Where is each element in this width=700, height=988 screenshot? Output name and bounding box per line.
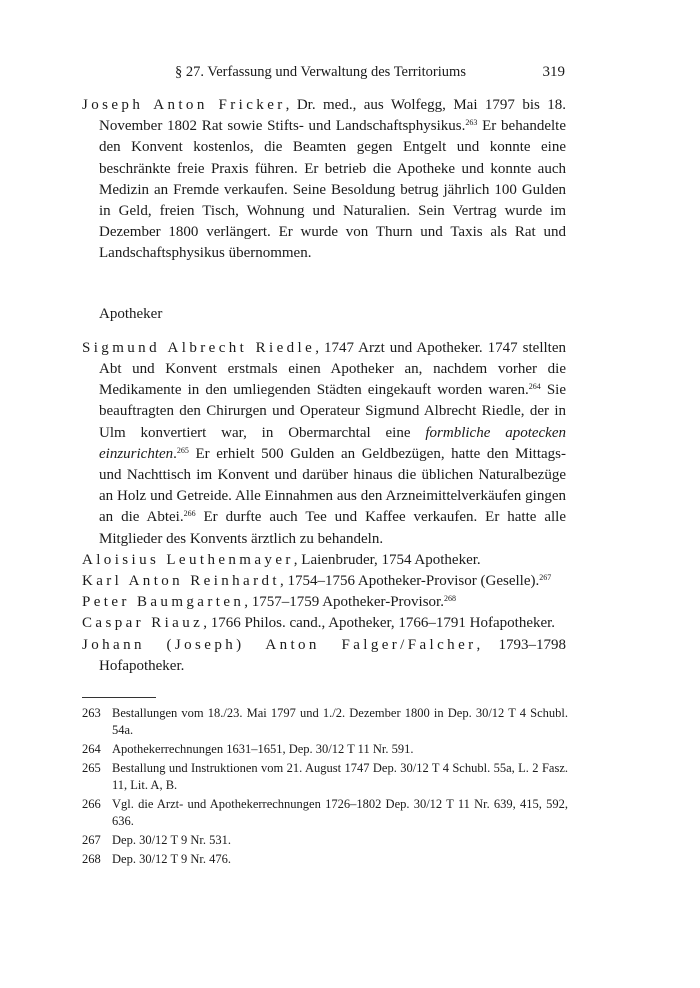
footnote-rule (82, 697, 156, 698)
entry-text: , 1754–1756 Apotheker-Provisor (Geselle). (279, 573, 540, 590)
person-name: Caspar Riauz (82, 615, 204, 632)
entry-text: , 1766 Philos. cand., Apotheker, 1766–1791 Hofapotheker. (203, 615, 556, 632)
main-text (82, 95, 566, 677)
person-name: Peter Baumgarten (82, 594, 245, 611)
footnote (82, 796, 568, 830)
footnote-number: 264 (82, 742, 101, 756)
entry-text: Er erhielt 500 Gulden an Geldbezügen, hatte den Mittags- und Nachttisch im Konvent und darüber hinaus die üblichen Naturalbezüge an Holz und Getreide. Alle Einnahmen aus den Arzneimittelverkäufen gingen an die Abtei. (99, 445, 566, 526)
section-heading: Apotheker (99, 305, 163, 322)
entry-fricker (82, 95, 566, 265)
footnote-ref: 267 (539, 573, 552, 583)
entry-text: , 1793–1798 Hofapotheker. (99, 636, 567, 674)
entry-text: , Dr. med., aus Wolfegg, Mai 1797 bis 18. November 1802 Rat sowie Stifts- und Landschaftsphysikus. (99, 97, 566, 135)
footnote (82, 741, 568, 758)
person-name: Sigmund Albrecht Riedle (82, 339, 316, 356)
entry-baumgarten (82, 592, 566, 613)
footnote-text: Apothekerrechnungen 1631–1651, Dep. 30/12 T 11 Nr. 591. (112, 742, 414, 756)
person-name: Aloisius Leuthenmayer (82, 551, 294, 568)
person-name: Karl Anton Reinhardt (82, 573, 280, 590)
entry-text: Sie beauftragten den Chirurgen und Operateur Sigmund Albrecht Riedle, der in Ulm konvertiert war, in Obermarchtal eine (99, 382, 566, 441)
footnote-number: 267 (82, 833, 101, 847)
footnote-text: Dep. 30/12 T 9 Nr. 531. (112, 833, 231, 847)
person-name: Joseph Anton Fricker (82, 97, 286, 113)
footnote-text: Dep. 30/12 T 9 Nr. 476. (112, 852, 231, 866)
footnote (82, 705, 568, 739)
entry-leuthenmayer (82, 550, 566, 571)
footnote-text: Bestallungen vom 18./23. Mai 1797 und 1./2. Dezember 1800 in Dep. 30/12 T 4 Schubl. 54a. (112, 706, 568, 737)
entry-reinhardt (82, 571, 566, 592)
footnote-text: Vgl. die Arzt- und Apothekerrechnungen 1726–1802 Dep. 30/12 T 11 Nr. 639, 415, 592, 636. (112, 797, 568, 828)
footnote-number: 265 (82, 761, 101, 775)
entry-text: Er durfte auch Tee und Kaffee verkaufen. Er hatte alle Mitglieder des Konvents ärztlich zu behandeln. (99, 509, 566, 547)
entry-falger (82, 635, 566, 677)
running-head-title: § 27. Verfassung und Verwaltung des Territoriums (175, 64, 466, 80)
footnotes (82, 705, 568, 870)
footnote-ref: 265 (176, 445, 189, 455)
footnote (82, 851, 568, 868)
person-name: Johann (Joseph) Anton Falger/Falcher (82, 636, 477, 653)
footnote-number: 266 (82, 797, 101, 811)
footnote-ref: 268 (443, 594, 456, 604)
entry-text: , 1757–1759 Apotheker-Provisor. (244, 594, 444, 611)
footnote-ref: 266 (183, 509, 196, 519)
footnote-number: 268 (82, 852, 101, 866)
entry-text-continued: Er behandelte den Konvent kostenlos, die Beamten gegen Entgelt und konnte eine beschränkte freie Praxis führen. Er betrieb die Apotheke und konnte auch Medizin an Fremde verkaufen. Seine Besoldung betrug jährlich 100 Gulden in Geld, freien Tisch, Wohnung und Naturalien. Sein Vertrag wurde im Dezember 1800 verlängert. Er wurde von Thurn und Taxis als Rat und Landschaftsphysikus übernommen. (99, 118, 566, 262)
footnote (82, 760, 568, 794)
footnote-ref: 263 (465, 118, 478, 128)
entry-text: , Laienbruder, 1754 Apotheker. (293, 551, 481, 568)
entry-text: . (173, 445, 177, 462)
footnote-ref: 264 (528, 382, 541, 392)
footnote-text: Bestallung und Instruktionen vom 21. August 1747 Dep. 30/12 T 4 Schubl. 55a, L. 2 Fasz. 11, Lit. A, B. (112, 761, 568, 792)
entry-riauz (82, 613, 566, 634)
entry-riedle (82, 338, 566, 550)
footnote-number: 263 (82, 706, 101, 720)
quoted-phrase: formbliche apotecken einzurichten (99, 424, 567, 462)
footnote (82, 832, 568, 849)
page-number: 319 (542, 64, 565, 80)
entry-text: , 1747 Arzt und Apotheker. 1747 stellten Abt und Konvent erstmals einen Apotheker an, nachdem vorher die Medikamente in den umliegenden Städten eingekauft worden waren. (99, 339, 566, 399)
